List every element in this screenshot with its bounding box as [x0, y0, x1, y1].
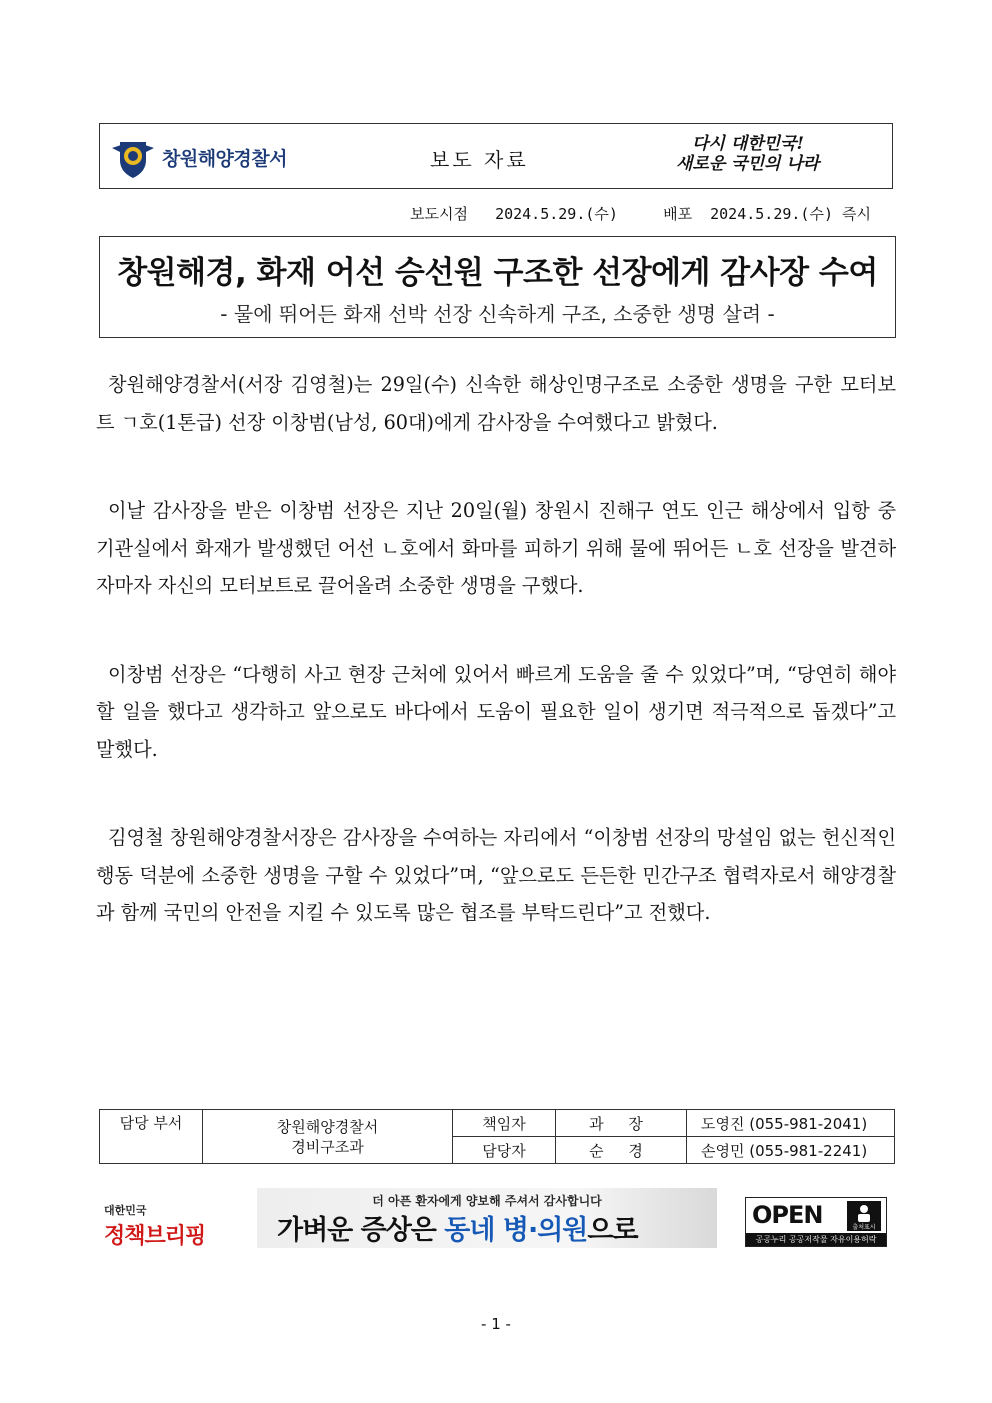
- title-box: [99, 236, 896, 338]
- contact-person: 손영민 (055-981-2241): [687, 1137, 895, 1164]
- open-sub: 출처표시: [852, 1224, 876, 1231]
- org-name: 창원해양경찰서: [162, 147, 287, 170]
- kogl-open-badge: [745, 1197, 887, 1247]
- slogan: [676, 134, 861, 174]
- contact-role: 책임자: [453, 1110, 556, 1137]
- coast-guard-emblem-icon: [110, 134, 156, 180]
- contact-rank: 과 장: [556, 1110, 687, 1137]
- doc-type: 보도 자료: [430, 148, 529, 172]
- campaign-banner: [257, 1188, 717, 1248]
- banner-main-b: 동네 병·의원: [444, 1215, 588, 1246]
- dept-org: [203, 1110, 453, 1164]
- contact-rank: 순 경: [556, 1137, 687, 1164]
- release-label: 보도시점: [410, 205, 468, 223]
- banner-main-c: 으로: [587, 1215, 638, 1246]
- contact-table: [99, 1109, 895, 1164]
- open-caption: 공공누리 공공저작물 자유이용허락: [746, 1233, 886, 1246]
- release-dates: [410, 203, 871, 224]
- press-header: [99, 123, 893, 189]
- page-subtitle: - 물에 뛰어든 화재 선박 선장 신속하게 구조, 소중한 생명 살려 -: [220, 302, 775, 326]
- release-value: 2024.5.29.(수): [495, 205, 618, 223]
- dept-org-line1: 창원해양경찰서: [276, 1117, 379, 1136]
- person-icon: [847, 1201, 881, 1231]
- distribution-value: 2024.5.29.(수) 즉시: [710, 205, 871, 223]
- person-glyph-icon: [847, 1201, 881, 1231]
- paragraph: 김영철 창원해양경찰서장은 감사장을 수여하는 자리에서 “이창범 선장의 망설임 없는 헌신적인 행동 덕분에 소중한 생명을 구할 수 있었다”며, “앞으로도 든든한 민간구조 협력자로서 해양경찰과 함께 국민의 안전을 지킬 수 있도록 많은 협조를 부탁드린다”고 전했다.: [96, 826, 896, 924]
- paragraph: 이날 감사장을 받은 이창범 선장은 지난 20일(월) 창원시 진해구 연도 인근 해상에서 입항 중 기관실에서 화재가 발생했던 어선 ㄴ호에서 화마를 피하기 위해 물에 뛰어든 ㄴ호 선장을 발견하자마자 자신의 모터보트로 끌어올려 소중한 생명을 구했다.: [96, 499, 896, 597]
- banner-top: 더 아픈 환자에게 양보해 주셔서 감사합니다: [372, 1194, 602, 1208]
- dept-label: 담당 부서: [100, 1110, 203, 1164]
- paragraph: 이창범 선장은 “다행히 사고 현장 근처에 있어서 빠르게 도움을 줄 수 있었다”며, “당연히 해야 할 일을 했다고 생각하고 앞으로도 바다에서 도움이 필요한 일이 생기면 적극적으로 돕겠다”고 말했다.: [96, 662, 896, 761]
- paragraph: 창원해양경찰서(서장 김영철)는 29일(수) 신속한 해상인명구조로 소중한 생명을 구한 모터보트 ㄱ호(1톤급) 선장 이창범(남성, 60대)에게 감사장을 수여했다고 밝혔다.: [96, 373, 896, 434]
- briefing-big: 정책브리핑: [104, 1224, 206, 1249]
- briefing-small: 대한민국: [104, 1204, 147, 1217]
- policy-briefing-logo: [104, 1202, 205, 1250]
- contact-person: 도영진 (055-981-2041): [687, 1110, 895, 1137]
- contact-role: 담당자: [453, 1137, 556, 1164]
- distribution-label: 배포: [663, 205, 693, 223]
- open-text: OPEN: [752, 1201, 823, 1229]
- table-row: [100, 1110, 895, 1137]
- article-body: [96, 366, 896, 983]
- org-logo: [110, 134, 287, 180]
- slogan-line1: 다시 대한민국!: [692, 134, 804, 154]
- banner-main: [277, 1208, 638, 1247]
- dept-org-line2: 경비구조과: [291, 1137, 364, 1156]
- banner-main-a: 가벼운 증상은: [277, 1215, 445, 1246]
- slogan-line2: 새로운 국민의 나라: [676, 154, 820, 174]
- page-title: 창원해경, 화재 어선 승선원 구조한 선장에게 감사장 수여: [117, 255, 878, 291]
- page-number: - 1 -: [481, 1315, 511, 1333]
